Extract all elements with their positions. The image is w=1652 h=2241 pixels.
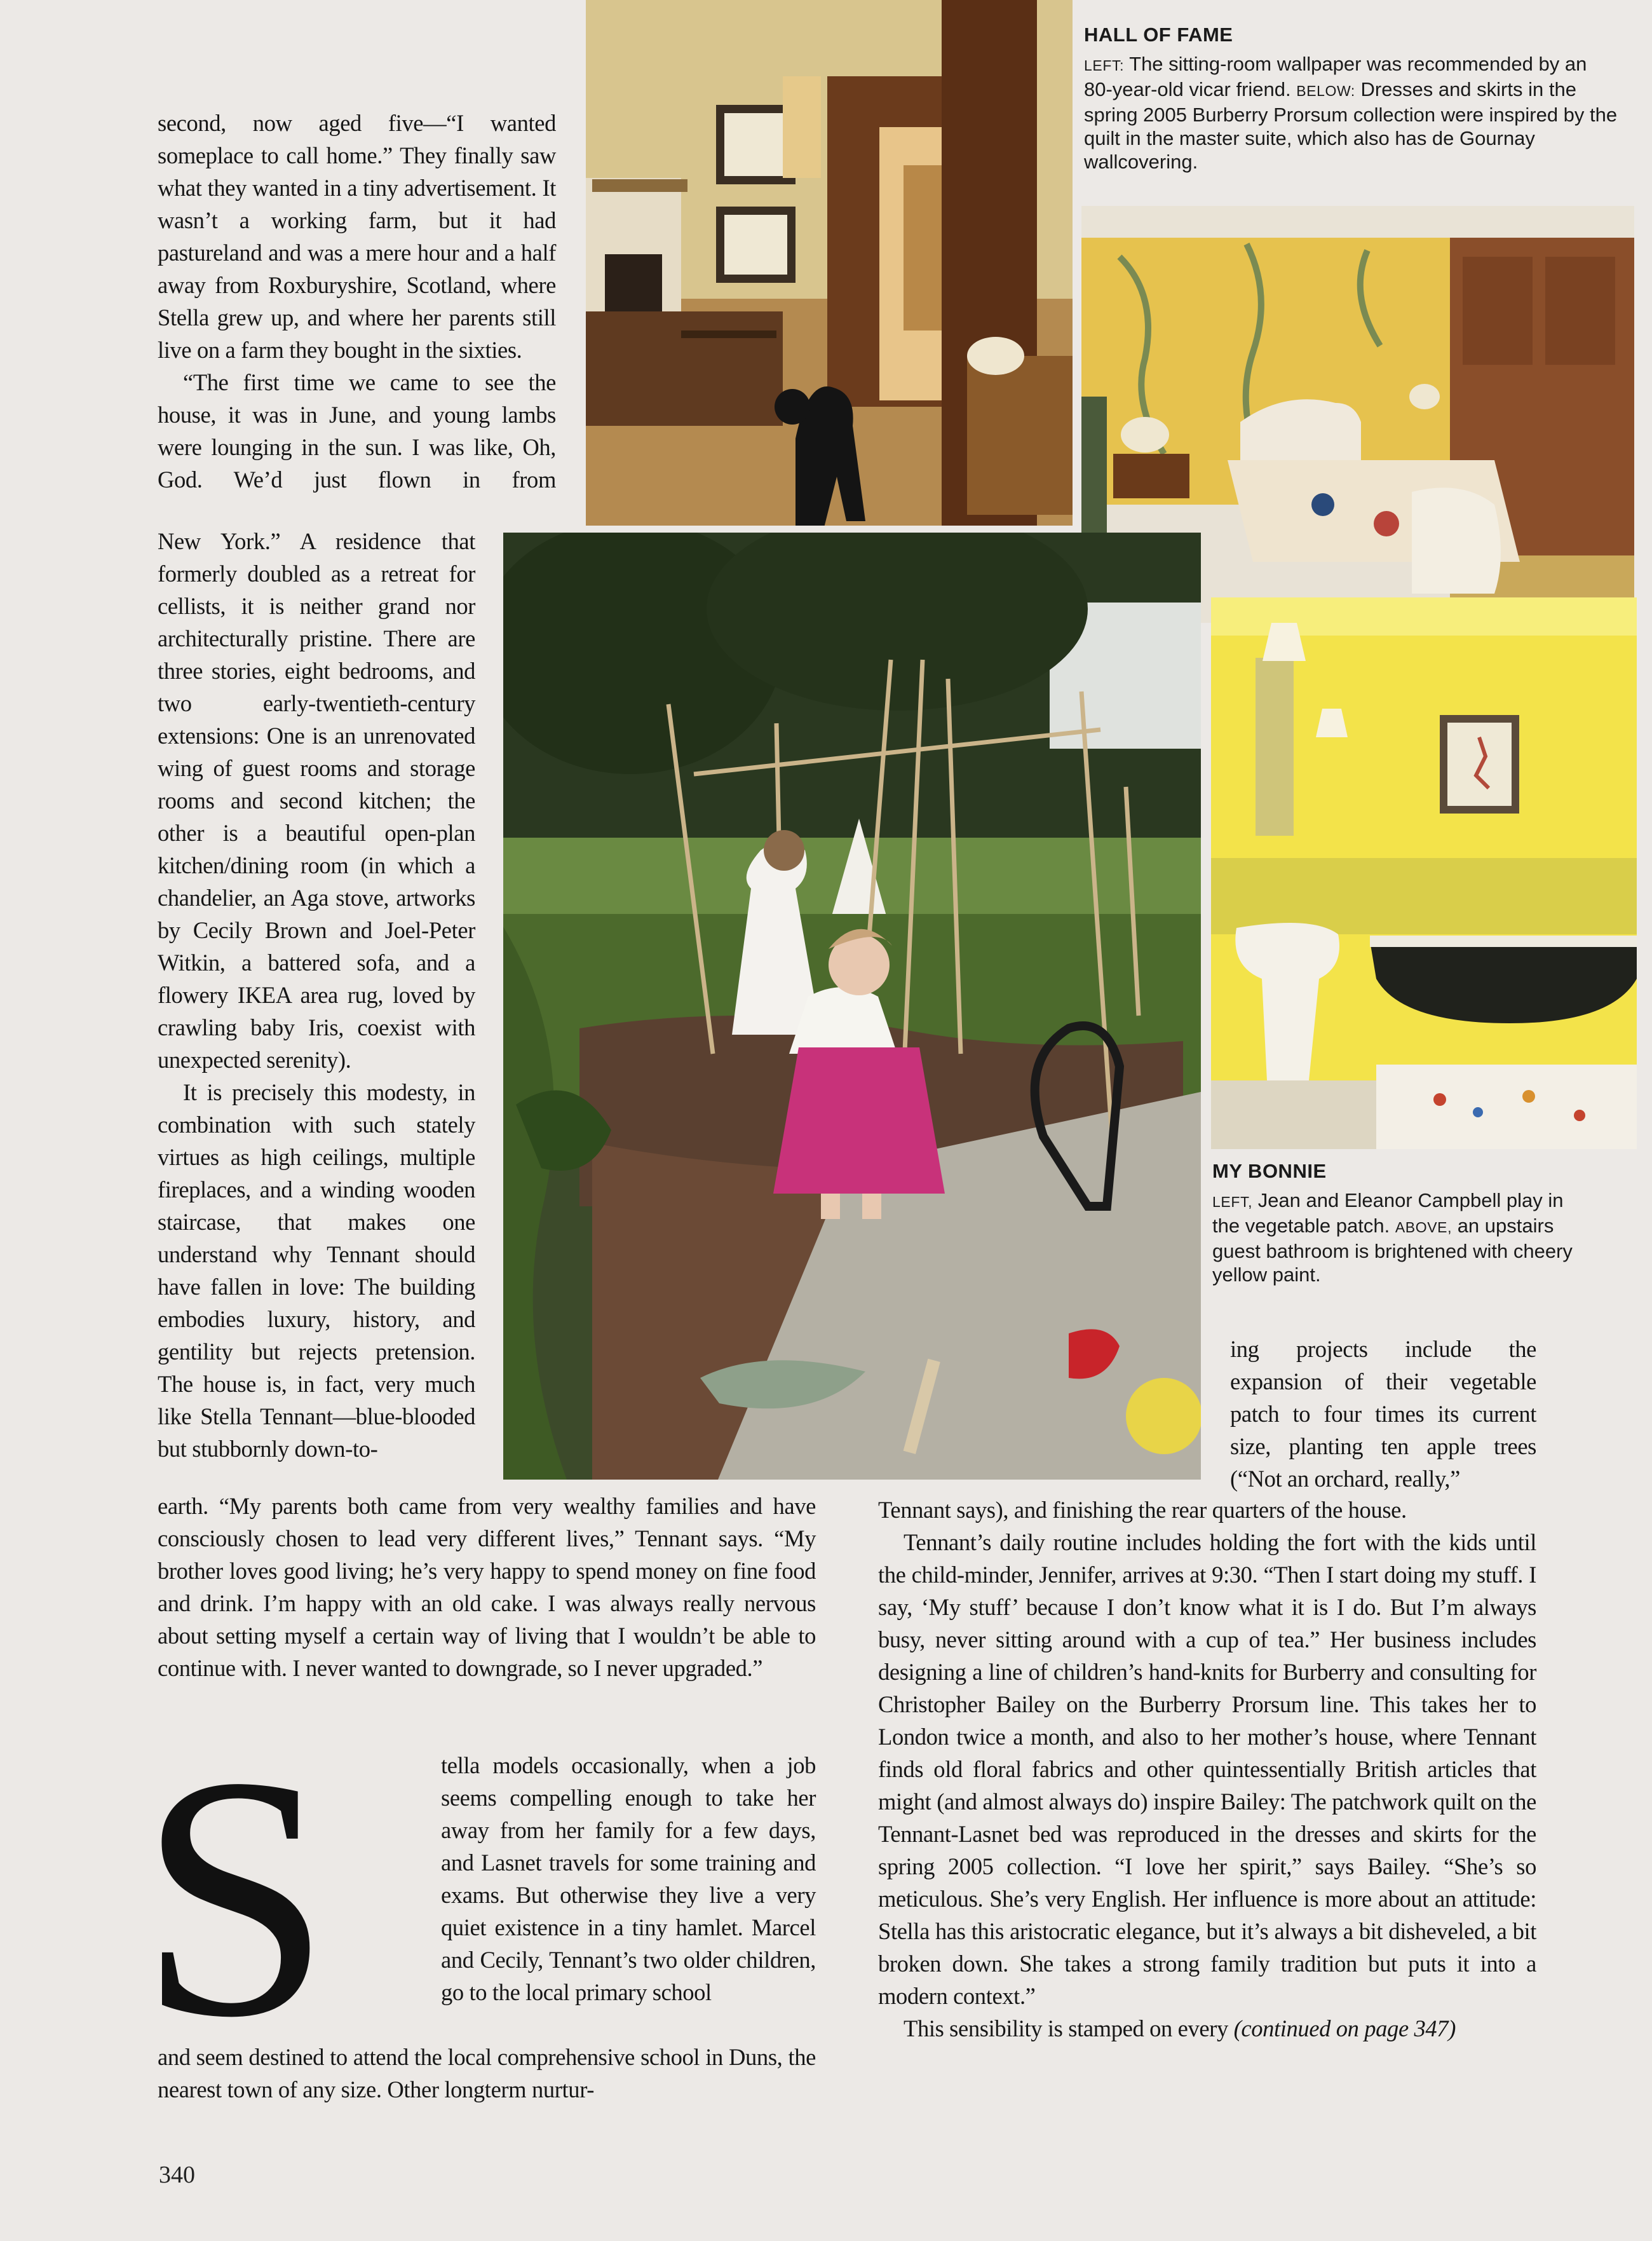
- caption-my-bonnie: [1212, 1159, 1585, 1286]
- article-final-line: [878, 2012, 1536, 2045]
- article-paragraph: Tennant’s daily routine includes holding the fort with the kids until the child-minder, Jennifer, arrives at 9:30. “Then I start doing my stuff. I say, ‘My stuff’ because I don’t know what it is I do. But I’m always busy, never sitting around with a cup of tea.” Her business includes designing a line of children’s hand-knits for Burberry and consulting for Christopher Bailey on the Burberry Prorsum line. This takes her to London twice a month, and also to her mother’s house, where Tennant finds old floral fabrics and other quintessentially British articles that might (and almost always do) inspire Bailey: The patchwork quilt on the Tennant-Lasnet bed was reproduced in the dresses and skirts for the spring 2005 collection. “I love her spirit,” says Bailey. “She’s so meticulous. She’s very English. Her influence is more about an attitude: Stella has this aristocratic elegance, but it’s always a bit disheveled, a bit broken down. She takes a strong family tradition but puts it into a modern context.”: [878, 1529, 1536, 2009]
- article-paragraph: “The first time we came to see the house, it was in June, and young lambs were lounging in the sun. I was like, Oh, God. We’d just flown in from: [158, 369, 556, 493]
- article-paragraph: tella models occasionally, when a job seems compelling enough to take her away from her family for a few days, and Lasnet travels for some training and exams. But otherwise they live a very quiet existence in a tiny hamlet. Marcel and Cecily, Tennant’s two older children, go to the local primary school: [441, 1752, 816, 2005]
- article-right-column: [878, 1494, 1536, 2045]
- article-paragraph: New York.” A residence that formerly doubled as a retreat for cellists, it is neither grand nor architecturally pristine. There are three stories, eight bedrooms, and two early-twentieth-century extensions: One is an unrenovated wing of guest rooms and storage rooms and second kitchen; the other is a beautiful open-plan kitchen/dining room (in which a chandelier, an Aga stove, artworks by Cecily Brown and Joel-Peter Witkin, a battered sofa, and a flowery IKEA area rug, loved by crawling baby Iris, coexist with unexpected serenity).: [158, 528, 475, 1073]
- caption-text: an upstairs guest bathroom is brightened with cheery yellow paint.: [1212, 1215, 1573, 1286]
- page-number: 340: [159, 2162, 195, 2188]
- caption-hall-of-fame: [1084, 23, 1618, 174]
- caption-tag: BELOW:: [1296, 83, 1355, 99]
- yellow-bathroom-photo: [1211, 597, 1637, 1149]
- article-drop-paragraph: [441, 1749, 816, 2008]
- article-paragraph: second, now aged five—“I wanted someplace to call home.” They finally saw what they wanted in a tiny advertisement. It wasn’t a working farm, but it had pastureland and was a mere hour and a half away from Roxburyshire, Scotland, where Stella grew up, and where her parents still live on a farm they bought in the sixties.: [158, 110, 556, 363]
- caption-tag: LEFT:: [1084, 57, 1125, 74]
- caption-tag: ABOVE,: [1395, 1219, 1452, 1236]
- caption-text: The sitting-room wallpaper was recommended by an 80-year-old vicar friend.: [1084, 53, 1587, 100]
- article-right-narrow: [1230, 1333, 1536, 1495]
- drop-cap: S: [139, 1705, 332, 2088]
- caption-heading: MY BONNIE: [1212, 1160, 1327, 1182]
- article-text: This sensibility is stamped on every: [904, 2015, 1234, 2041]
- vegetable-patch-photo: [503, 533, 1201, 1480]
- continued-note: (continued on page 347): [1233, 2015, 1456, 2041]
- article-paragraph: earth. “My parents both came from very wealthy families and have consciously chosen to lead very different lives,” Tennant says. “My brother loves good living; he’s very happy to spend money on fine food and drink. I’m happy with an old cake. I was always really nervous about setting myself a certain way of living that I wouldn’t be able to continue with. I never wanted to downgrade, so I never upgraded.”: [158, 1493, 816, 1681]
- article-left-mid: [158, 525, 475, 1465]
- article-paragraph: Tennant says), and finishing the rear quarters of the house.: [878, 1497, 1407, 1523]
- caption-text: Dresses and skirts in the spring 2005 Burberry Prorsum collection were inspired by the quilt in the master suite, which also has de Gournay wallcovering.: [1084, 78, 1618, 173]
- caption-text: Jean and Eleanor Campbell play in the vegetable patch.: [1212, 1189, 1564, 1237]
- sitting-room-photo: [586, 0, 1073, 526]
- article-paragraph: It is precisely this modesty, in combination with such stately virtues as high ceilings, multiple fireplaces, and a winding wooden staircase, that makes one understand why Tennant should have fallen in love: The building embodies luxury, history, and gentility but rejects pretension. The house is, in fact, very much like Stella Tennant—blue-blooded but stubbornly down-to-: [158, 1079, 475, 1462]
- caption-heading: HALL OF FAME: [1084, 24, 1233, 46]
- caption-tag: LEFT,: [1212, 1194, 1253, 1210]
- article-left-top: [158, 107, 556, 496]
- article-paragraph: ing projects include the expansion of their vegetable patch to four times its current size, planting ten apple trees (“Not an orchard, really,”: [1230, 1336, 1536, 1492]
- article-left-bottom: [158, 1490, 816, 1684]
- article-drop-tail: [158, 2041, 816, 2106]
- article-paragraph: and seem destined to attend the local comprehensive school in Duns, the nearest town of any size. Other longterm nurtur-: [158, 2044, 816, 2102]
